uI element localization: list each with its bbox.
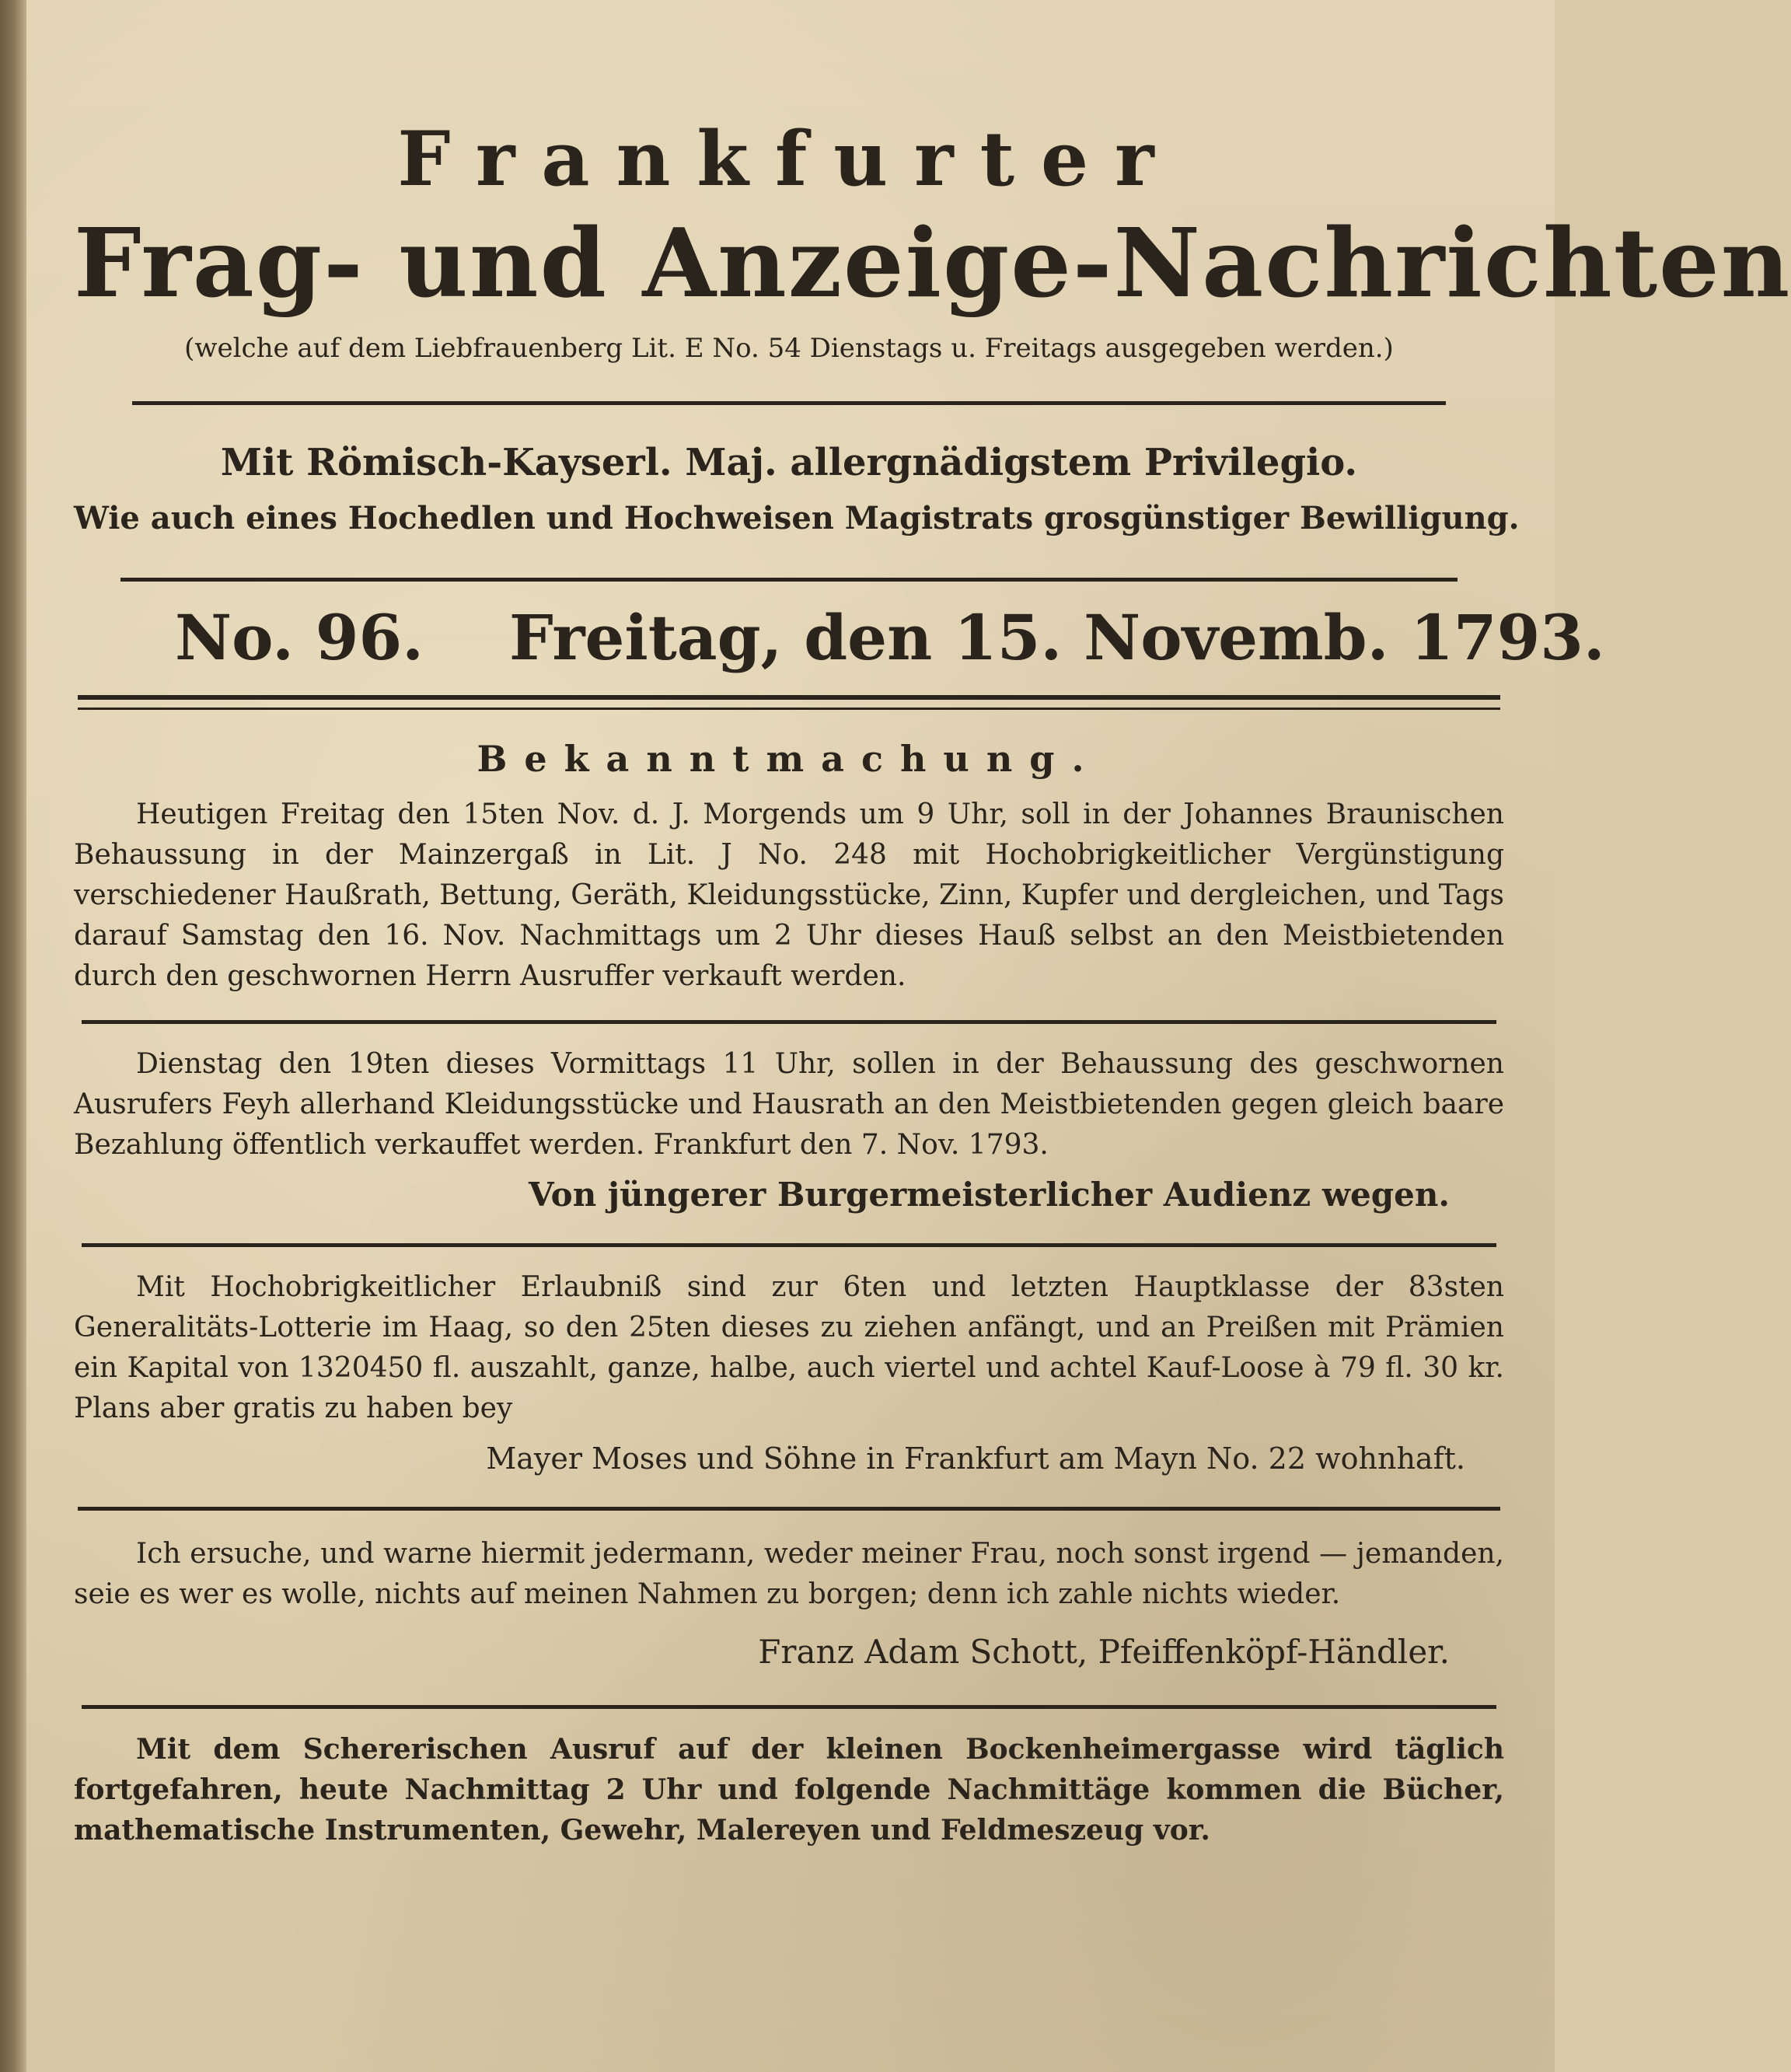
- notice-text: Heutigen Freitag den 15ten Nov. d. J. Morgends um 9 Uhr, soll in der Johannes Braunischen Behaussung in der Mainzergaß in Lit. J No. 248 mit Hochobrigkeitlicher Vergünstigung verschiedener Haußrath, Bettung, Geräth, Kleidungsstücke, Zinn, Kupfer und dergleichen, und Tags darauf Samstag den 16. Nov. Nachmittags um 2 Uhr dieses Hauß selbst an den Meistbietenden durch den geschwornen Herrn Ausruffer verkauft werden.: [74, 798, 1504, 992]
- notice-heading: Bekanntmachung.: [477, 738, 1101, 780]
- issue-number: No. 96.: [175, 601, 424, 674]
- divider-rule: [82, 1705, 1496, 1709]
- masthead-title-line1: Frankfurter: [397, 115, 1181, 203]
- notice-text: Ich ersuche, und warne hiermit jedermann, weder meiner Frau, noch sonst irgend — jemanden, seie es wer es wolle, nichts auf meinen Nahmen zu borgen; denn ich zahle nichts wieder.: [74, 1538, 1504, 1610]
- masthead-subtitle: (welche auf dem Liebfrauenberg Lit. E No. 54 Dienstags u. Freitags ausgegeben werden.): [184, 333, 1394, 364]
- masthead-title-line2: Frag- und Anzeige-Nachrichten: [74, 207, 1791, 319]
- privilege-line2: Wie auch eines Hochedlen und Hochweisen Magistrats grosgünstiger Bewilligung.: [74, 500, 1520, 536]
- notice-signature: Von jüngerer Burgermeisterlicher Audienz wegen.: [528, 1176, 1450, 1214]
- divider-rule: [78, 1507, 1500, 1511]
- page-content: [74, 115, 1791, 1850]
- divider-rule: [82, 1020, 1496, 1024]
- privilege-line1: Mit Römisch-Kayserl. Maj. allergnädigstem Privilegio.: [220, 441, 1358, 484]
- double-divider-rule: [78, 695, 1500, 700]
- divider-rule: [132, 401, 1446, 405]
- notice-text: Mit dem Schererischen Ausruf auf der kleinen Bockenheimergasse wird täglich fortgefahren, heute Nachmittag 2 Uhr und folgende Nachmittäge kommen die Bücher, mathematische Instrumenten, Gewehr, Malereyen und Feldmeszeug vor.: [74, 1733, 1504, 1847]
- divider-rule: [120, 578, 1458, 582]
- issue-date: Freitag, den 15. Novemb. 1793.: [508, 601, 1605, 674]
- notice-text: Dienstag den 19ten dieses Vormittags 11 Uhr, sollen in der Behaussung des geschwornen Ausrufers Feyh allerhand Kleidungsstücke und Hausrath an den Meistbietenden gegen gleich baare Bezahlung öffentlich verkauffet werden. Frankfurt den 7. Nov. 1793.: [74, 1048, 1504, 1161]
- notice-signature: Franz Adam Schott, Pfeiffenköpf-Händler.: [758, 1633, 1450, 1671]
- book-spine-edge: [0, 0, 26, 2072]
- divider-rule: [82, 1243, 1496, 1247]
- notice-text: Mit Hochobrigkeitlicher Erlaubniß sind zur 6ten und letzten Hauptklasse der 83sten Generalitäts-Lotterie im Haag, so den 25ten dieses zu ziehen anfängt, und an Preißen mit Prämien ein Kapital von 1320450 fl. auszahlt, ganze, halbe, auch viertel und achtel Kauf-Loose à 79 fl. 30 kr. Plans aber gratis zu haben bey: [74, 1271, 1504, 1424]
- notice-signature: Mayer Moses und Söhne in Frankfurt am Mayn No. 22 wohnhaft.: [486, 1441, 1465, 1476]
- issue-line: [74, 600, 1605, 675]
